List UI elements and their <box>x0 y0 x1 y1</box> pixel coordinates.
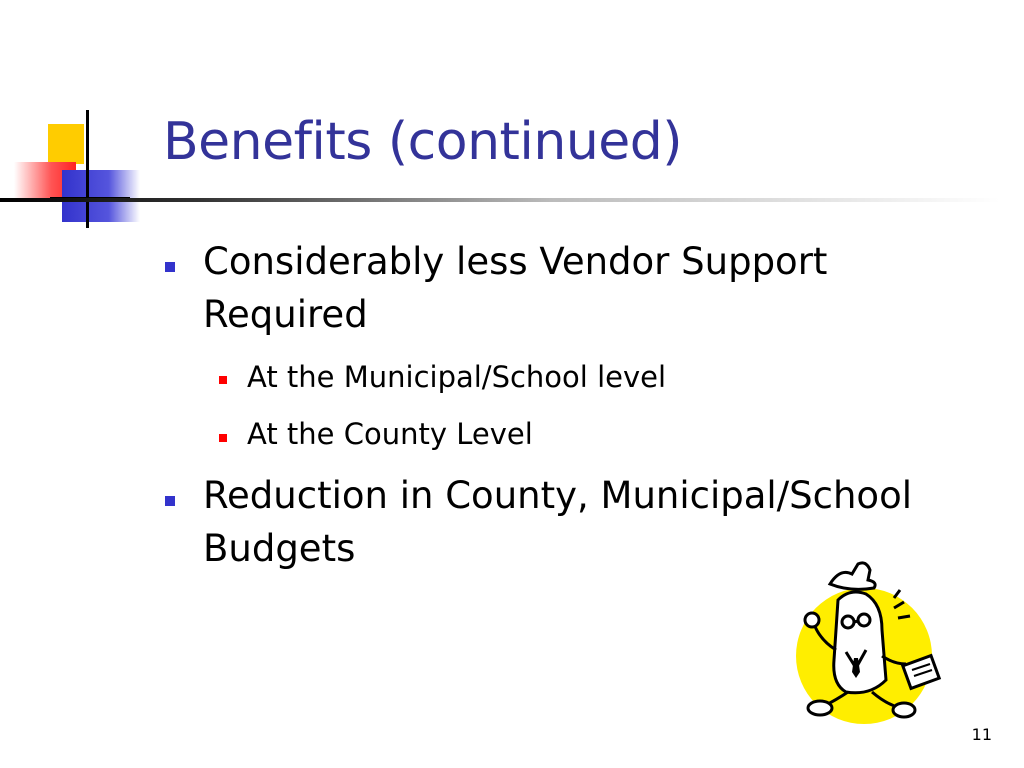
slide-title: Benefits (continued) <box>163 112 683 172</box>
sub-bullet-icon <box>219 376 227 384</box>
decorative-squares-logo <box>0 0 160 240</box>
page-number: 11 <box>971 725 992 744</box>
bullet-icon <box>165 262 175 272</box>
bullet-text-continued: Required <box>203 293 368 336</box>
sub-bullet-icon <box>219 434 227 442</box>
bullet-icon <box>165 496 175 506</box>
sub-bullet-text: At the Municipal/School level <box>247 360 667 394</box>
sub-bullet-text: At the County Level <box>247 417 533 451</box>
bullet-text-continued: Budgets <box>203 527 356 570</box>
businessman-waving-clipart <box>790 560 950 730</box>
bullet-text: Considerably less Vendor Support <box>203 240 828 283</box>
title-underline-rule <box>0 198 1000 202</box>
bullet-text: Reduction in County, Municipal/School <box>203 474 912 517</box>
